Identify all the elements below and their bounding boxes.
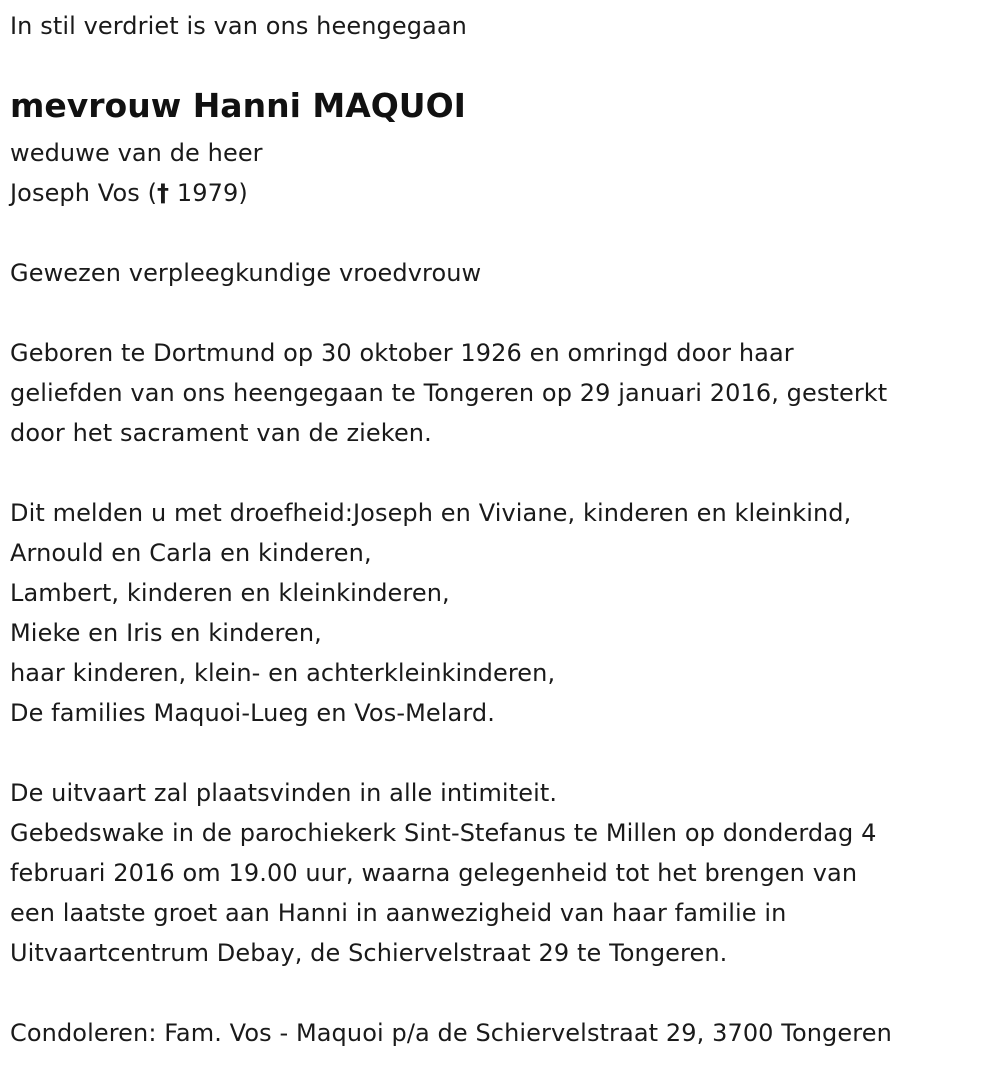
- condolences-text: Condoleren: Fam. Vos - Maquoi p/a de Schiervelstraat 29, 3700 Tongeren: [10, 1019, 892, 1047]
- family-line: haar kinderen, klein- en achterkleinkinderen,: [10, 659, 556, 687]
- family-line: Dit melden u met droefheid:Joseph en Viviane, kinderen en kleinkind,: [10, 499, 852, 527]
- widow-line: weduwe van de heer: [10, 139, 263, 167]
- family-line: Lambert, kinderen en kleinkinderen,: [10, 579, 450, 607]
- spouse-death-year: 1979): [169, 179, 248, 207]
- family-line: De families Maquoi-Lueg en Vos-Melard.: [10, 699, 495, 727]
- birth-death-block: [10, 333, 887, 453]
- family-line: Arnould en Carla en kinderen,: [10, 539, 372, 567]
- funeral-block: [10, 773, 876, 973]
- birth-line: Geboren te Dortmund op 30 oktober 1926 en omringd door haar: [10, 339, 794, 367]
- cross-icon: †: [157, 179, 170, 207]
- funeral-line: Uitvaartcentrum Debay, de Schiervelstraat 29 te Tongeren.: [10, 939, 728, 967]
- profession-text: Gewezen verpleegkundige vroedvrouw: [10, 259, 482, 287]
- intro-text: In stil verdriet is van ons heengegaan: [10, 12, 467, 40]
- funeral-line: Gebedswake in de parochiekerk Sint-Stefanus te Millen op donderdag 4: [10, 819, 877, 847]
- spouse-name: Joseph Vos (: [10, 179, 158, 207]
- birth-line: door het sacrament van de zieken.: [10, 419, 432, 447]
- funeral-line: De uitvaart zal plaatsvinden in alle intimiteit.: [10, 779, 558, 807]
- birth-line: geliefden van ons heengegaan te Tongeren op 29 januari 2016, gesterkt: [10, 379, 888, 407]
- funeral-line: februari 2016 om 19.00 uur, waarna gelegenheid tot het brengen van: [10, 859, 858, 887]
- widow-block: [10, 133, 263, 213]
- deceased-name: mevrouw Hanni MAQUOI: [10, 86, 466, 125]
- funeral-line: een laatste groet aan Hanni in aanwezigheid van haar familie in: [10, 899, 787, 927]
- family-block: [10, 493, 851, 733]
- profession-block: [10, 253, 481, 293]
- family-line: Mieke en Iris en kinderen,: [10, 619, 322, 647]
- condolences-block: [10, 1013, 892, 1053]
- spouse-line: [10, 173, 263, 213]
